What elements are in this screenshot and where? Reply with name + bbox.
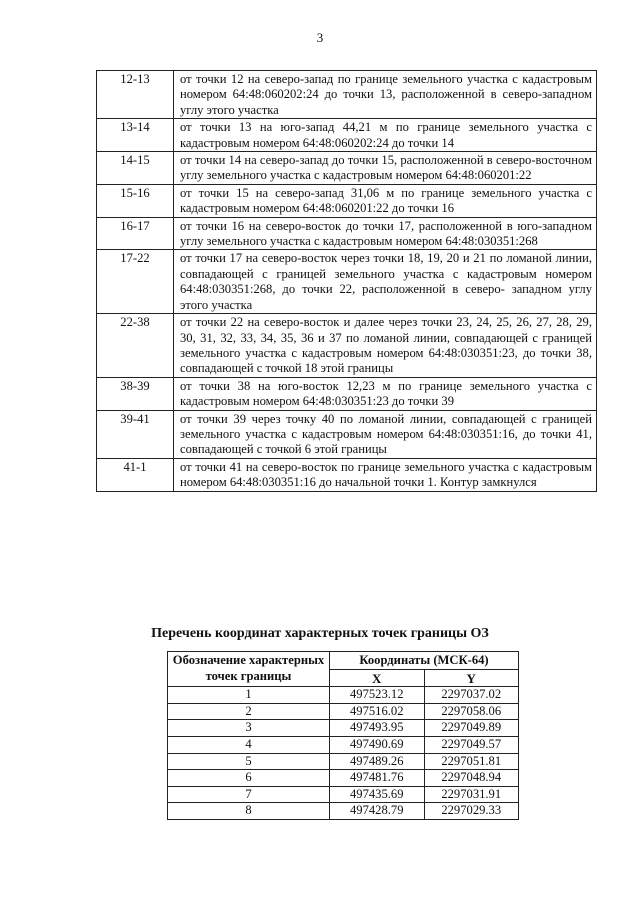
coordinates-header-row (168, 652, 519, 670)
point-number: 6 (168, 770, 330, 787)
segment-id: 15-16 (97, 184, 174, 217)
segment-description: от точки 13 на юго-запад 44,21 м по границе земельного участка с кадастровым номером 64:48:060202:24 до точки 14 (174, 119, 597, 152)
page-number: 3 (316, 30, 324, 45)
coordinate-row (168, 803, 519, 820)
y-coordinate: 2297058.06 (424, 703, 519, 720)
segment-row (97, 250, 597, 314)
x-coordinate: 497435.69 (330, 786, 425, 803)
segment-row (97, 458, 597, 491)
segment-id: 14-15 (97, 152, 174, 185)
point-number: 5 (168, 753, 330, 770)
y-coordinate: 2297048.94 (424, 770, 519, 787)
coordinate-row (168, 770, 519, 787)
y-coordinate: 2297029.33 (424, 803, 519, 820)
point-designation-header: Обозначение характерных точек границы (168, 652, 330, 687)
coordinates-table (167, 651, 519, 820)
y-coordinate: 2297031.91 (424, 786, 519, 803)
point-number: 2 (168, 703, 330, 720)
segment-id: 39-41 (97, 410, 174, 458)
x-coordinate: 497490.69 (330, 736, 425, 753)
segment-description: от точки 15 на северо-запад 31,06 м по границе земельного участка с кадастровым номером 64:48:060201:22 до точки 16 (174, 184, 597, 217)
segment-row (97, 410, 597, 458)
segment-id: 12-13 (97, 71, 174, 119)
coordinates-system-header: Координаты (МСК-64) (330, 652, 519, 670)
coordinate-row (168, 736, 519, 753)
coordinates-section-title: Перечень координат характерных точек границы ОЗ (151, 626, 489, 641)
segment-id: 38-39 (97, 377, 174, 410)
segment-id: 13-14 (97, 119, 174, 152)
segment-id: 41-1 (97, 458, 174, 491)
x-coordinate: 497523.12 (330, 687, 425, 704)
coordinate-row (168, 687, 519, 704)
segment-row (97, 152, 597, 185)
segment-row (97, 119, 597, 152)
coordinate-row (168, 703, 519, 720)
segment-description: от точки 38 на юго-восток 12,23 м по границе земельного участка с кадастровым номером 64:48:030351:23 до точки 39 (174, 377, 597, 410)
point-number: 7 (168, 786, 330, 803)
segment-row (97, 71, 597, 119)
y-coordinate: 2297049.57 (424, 736, 519, 753)
y-coordinate: 2297037.02 (424, 687, 519, 704)
x-coordinate: 497481.76 (330, 770, 425, 787)
coordinate-row (168, 720, 519, 737)
x-column-header: X (330, 669, 425, 687)
segment-id: 17-22 (97, 250, 174, 314)
point-number: 4 (168, 736, 330, 753)
segment-description: от точки 17 на северо-восток через точки 18, 19, 20 и 21 по ломаной линии, совпадающей с границей земельного участка с кадастровым номером 64:48:030351:268, до точки 22, расположенной в северо- западном углу этого участка (174, 250, 597, 314)
segment-row (97, 314, 597, 378)
segment-id: 16-17 (97, 217, 174, 250)
point-number: 3 (168, 720, 330, 737)
segments-body (97, 71, 597, 492)
x-coordinate: 497489.26 (330, 753, 425, 770)
boundary-segments-table (96, 70, 597, 492)
segment-row (97, 217, 597, 250)
x-coordinate: 497493.95 (330, 720, 425, 737)
point-number: 1 (168, 687, 330, 704)
coordinates-table-head (168, 652, 519, 687)
coordinates-body (168, 687, 519, 820)
point-number: 8 (168, 803, 330, 820)
segment-row (97, 377, 597, 410)
x-coordinate: 497516.02 (330, 703, 425, 720)
segment-description: от точки 14 на северо-запад до точки 15, расположенной в северо-восточном углу земельного участка с кадастровым номером 64:48:060201:22 (174, 152, 597, 185)
y-coordinate: 2297049.89 (424, 720, 519, 737)
segment-description: от точки 16 на северо-восток до точки 17, расположенной в юго-западном углу земельного участка с кадастровым номером 64:48:030351:268 (174, 217, 597, 250)
segment-id: 22-38 (97, 314, 174, 378)
segment-description: от точки 39 через точку 40 по ломаной линии, совпадающей с границей земельного участка с кадастровым номером 64:48:030351:16, до точки 41, совпадающей с точкой 6 этой границы (174, 410, 597, 458)
segment-description: от точки 12 на северо-запад по границе земельного участка с кадастровым номером 64:48:060202:24 до точки 13, расположенной в северо-западном углу этого участка (174, 71, 597, 119)
coordinate-row (168, 753, 519, 770)
y-coordinate: 2297051.81 (424, 753, 519, 770)
y-column-header: Y (424, 669, 519, 687)
coordinate-row (168, 786, 519, 803)
segment-description: от точки 41 на северо-восток по границе земельного участка с кадастровым номером 64:48:030351:16 до начальной точки 1. Контур замкнулся (174, 458, 597, 491)
segment-description: от точки 22 на северо-восток и далее через точки 23, 24, 25, 26, 27, 28, 29, 30, 31, 32, 33, 34, 35, 36 и 37 по ломаной линии, совпадающей с границей земельного участка с кадастровым номером 64:48:030351:23, до точки 38, совпадающей с точкой 18 этой границы (174, 314, 597, 378)
x-coordinate: 497428.79 (330, 803, 425, 820)
segment-row (97, 184, 597, 217)
